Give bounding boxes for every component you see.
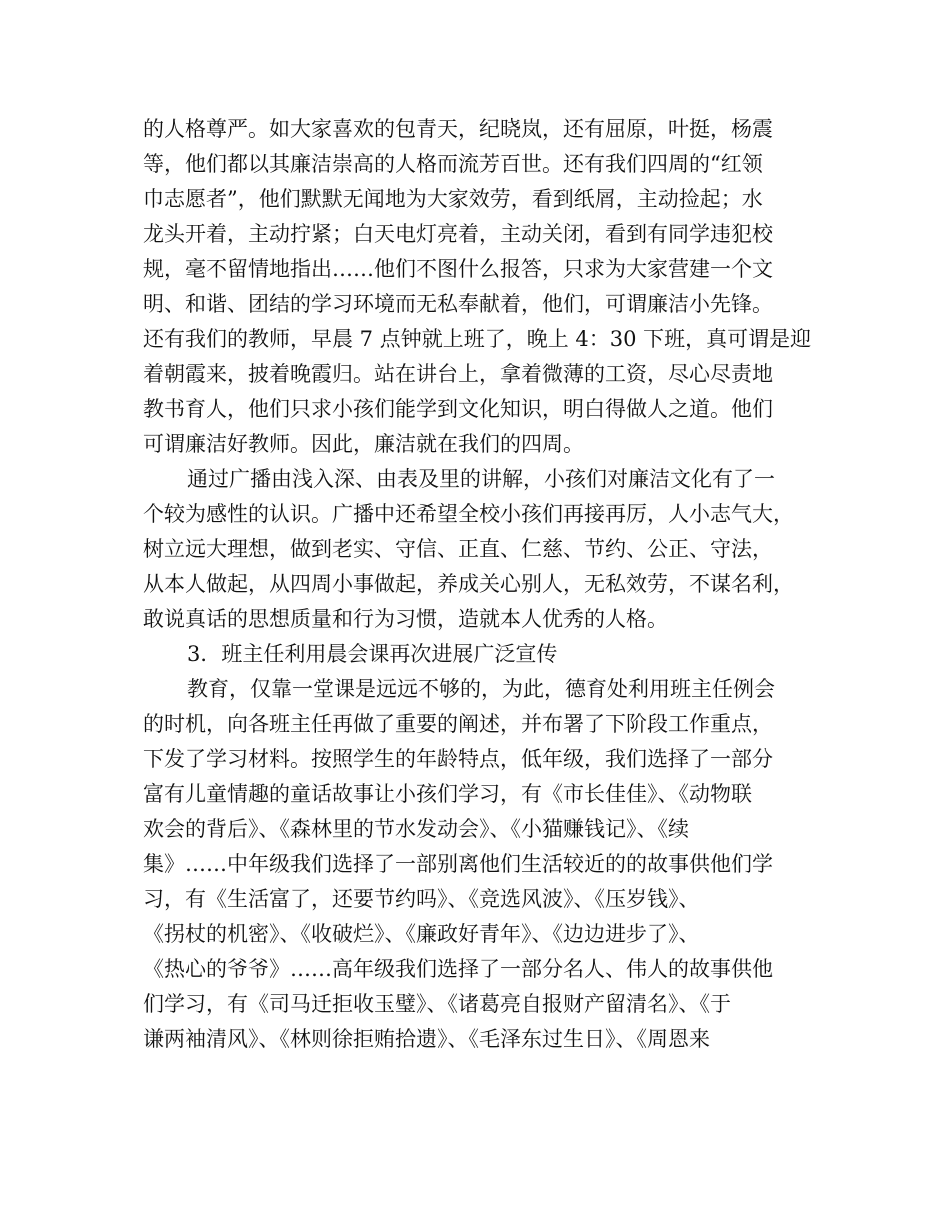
text-line: 着朝霞来，披着晚霞归。站在讲台上，拿着微薄的工资，尽心尽责地: [143, 362, 773, 386]
text-line: 富有儿童情趣的童话故事让小孩们学习，有《市长佳佳》、《动物联: [143, 782, 752, 806]
text-line: 龙头开着，主动拧紧；白天电灯亮着，主动关闭，看到有同学违犯校: [143, 222, 773, 246]
text-line: 下发了学习材料。按照学生的年龄特点，低年级，我们选择了一部分: [143, 747, 773, 771]
text-line: 教书育人，他们只求小孩们能学到文化知识，明白得做人之道。他们: [143, 397, 773, 421]
text-line: 个较为感性的认识。广播中还希望全校小孩们再接再厉，人小志气大，: [143, 502, 794, 526]
text-line: 明、和谐、团结的学习环境而无私奉献着，他们，可谓廉洁小先锋。: [143, 292, 773, 316]
text-line: 树立远大理想，做到老实、守信、正直、仁慈、节约、公正、守法，: [143, 537, 773, 561]
text-line: 欢会的背后》、《森林里的节水发动会》、《小猫赚钱记》、《续: [143, 817, 689, 841]
section-heading: 3．班主任利用晨会课再次进展广泛宣传: [187, 642, 558, 666]
text-line: 规，毫不留情地指出……他们不图什么报答，只求为大家营建一个文: [143, 257, 773, 281]
text-line: 《热心的爷爷》……高年级我们选择了一部分名人、伟人的故事供他: [143, 957, 773, 981]
text-line: 们学习，有《司马迁拒收玉璧》、《诸葛亮自报财产留清名》、《于: [143, 992, 731, 1016]
text-line: 的人格尊严。如大家喜欢的包青天，纪晓岚，还有屈原，叶挺，杨震: [143, 117, 773, 141]
text-line: 的时机，向各班主任再做了重要的阐述，并布署了下阶段工作重点，: [143, 712, 773, 736]
text-line: 习，有《生活富了，还要节约吗》、《竞选风波》、《压岁钱》、: [143, 887, 700, 911]
paragraph-start-line: 教育，仅靠一堂课是远远不够的，为此，德育处利用班主任例会: [187, 677, 775, 701]
text-line: 谦两袖清风》、《林则徐拒贿拾遗》、《毛泽东过生日》、《周恩来: [143, 1027, 710, 1051]
text-line: 敢说真话的思想质量和行为习惯，造就本人优秀的人格。: [143, 607, 668, 631]
text-line: 从本人做起，从四周小事做起，养成关心别人，无私效劳，不谋名利，: [143, 572, 794, 596]
paragraph-start-line: 通过广播由浅入深、由表及里的讲解，小孩们对廉洁文化有了一: [187, 467, 775, 491]
text-line: 巾志愿者”，他们默默无闻地为大家效劳，看到纸屑，主动捡起；水: [143, 187, 763, 211]
text-line: 可谓廉洁好教师。因此，廉洁就在我们的四周。: [143, 432, 584, 456]
document-body: [143, 112, 813, 1057]
text-line: 还有我们的教师，早晨 7 点钟就上班了，晚上 4：30 下班，真可谓是迎: [143, 327, 812, 351]
text-line: 《拐杖的机密》、《收破烂》、《廉政好青年》、《边边进步了》、: [143, 922, 700, 946]
text-line: 等，他们都以其廉洁崇高的人格而流芳百世。还有我们四周的“红领: [143, 152, 763, 176]
text-line: 集》……中年级我们选择了一部别离他们生活较近的的故事供他们学: [143, 852, 773, 876]
